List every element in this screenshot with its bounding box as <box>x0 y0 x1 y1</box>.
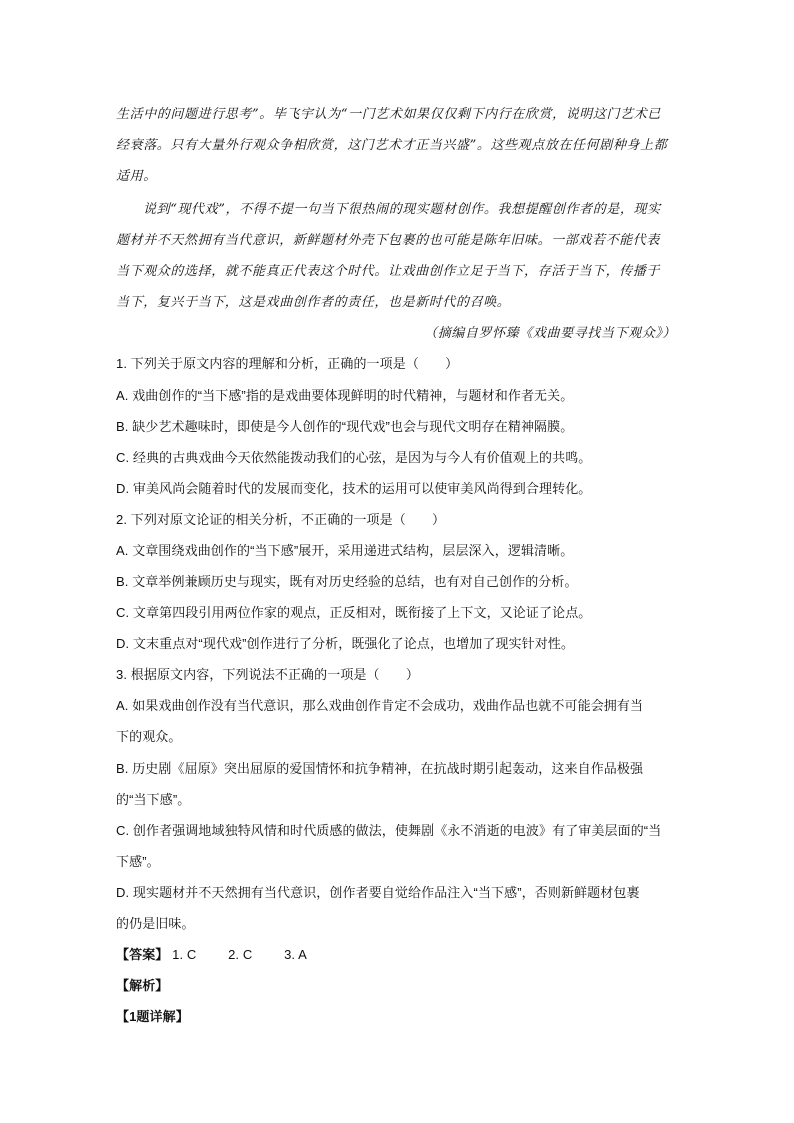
option-c: C. 创作者强调地域独特风情和时代质感的做法，使舞剧《永不消逝的电波》有了审美层面的“当 <box>116 823 662 838</box>
option-c: C. 文章第四段引用两位作家的观点，正反相对，既衔接了上下文，又论证了论点。 <box>116 605 592 620</box>
option-d: D. 现实题材并不天然拥有当代意识，创作者要自觉给作品注入“当下感”，否则新鲜题材包裹 <box>116 885 640 900</box>
option-a-cont: 下的观众。 <box>116 729 182 744</box>
article-line: 生活中的问题进行思考”。毕飞宇认为“一门艺术如果仅仅剩下内行在欣赏，说明这门艺术已 <box>116 107 661 122</box>
article-line: 经衰落。只有大量外行观众争相欣赏，这门艺术才正当兴盛”。这些观点放在任何剧种身上都 <box>116 138 668 153</box>
option-d-cont: 的仍是旧味。 <box>116 916 195 931</box>
article-line: 题材并不天然拥有当代意识，新鲜题材外壳下包裹的也可能是陈年旧味。一部戏若不能代表 <box>116 233 661 248</box>
question-stem: 2. 下列对原文论证的相关分析，不正确的一项是（ ） <box>116 512 446 527</box>
answer-item: 1. C <box>172 947 197 962</box>
article-line: 当下观众的选择，就不能真正代表这个时代。让戏曲创作立足于当下，存活于当下，传播于 <box>116 264 661 279</box>
option-b: B. 文章举例兼顾历史与现实，既有对历史经验的总结，也有对自己创作的分析。 <box>116 574 578 589</box>
answer-label: 【答案】 <box>116 947 169 962</box>
option-d: D. 文末重点对“现代戏”创作进行了分析，既强化了论点，也增加了现实针对性。 <box>116 636 575 651</box>
option-b: B. 历史剧《屈原》突出屈原的爱国情怀和抗争精神，在抗战时期引起轰动，这来自作品极强 <box>116 761 644 776</box>
answer-item: 3. A <box>284 947 307 962</box>
detail-label: 【1题详解】 <box>116 1009 189 1024</box>
option-a: A. 如果戏曲创作没有当代意识，那么戏曲创作肯定不会成功，戏曲作品也就不可能会拥有当 <box>116 698 644 713</box>
article-line: 适用。 <box>116 169 157 184</box>
answer-row <box>116 944 307 963</box>
question-stem: 1. 下列关于原文内容的理解和分析，正确的一项是（ ） <box>116 356 459 371</box>
analysis-label: 【解析】 <box>116 978 169 993</box>
article-line: 说到“现代戏”，不得不提一句当下很热闹的现实题材创作。我想提醒创作者的是，现实 <box>143 202 661 217</box>
option-b: B. 缺少艺术趣味时，即使是今人创作的“现代戏”也会与现代文明存在精神隔膜。 <box>116 419 574 434</box>
option-c-cont: 下感”。 <box>116 854 160 869</box>
question-stem: 3. 根据原文内容，下列说法不正确的一项是（ ） <box>116 667 419 682</box>
article-source: （摘编自罗怀臻《戏曲要寻找当下观众》） <box>424 326 676 341</box>
option-d: D. 审美风尚会随着时代的发展而变化，技术的运用可以使审美风尚得到合理转化。 <box>116 481 592 496</box>
article-line: 当下，复兴于当下，这是戏曲创作者的责任，也是新时代的召唤。 <box>116 295 511 310</box>
option-a: A. 戏曲创作的“当下感”指的是戏曲要体现鲜明的时代精神，与题材和作者无关。 <box>116 388 574 403</box>
option-b-cont: 的“当下感”。 <box>116 792 191 807</box>
option-a: A. 文章围绕戏曲创作的“当下感”展开，采用递进式结构，层层深入，逻辑清晰。 <box>116 543 574 558</box>
answer-item: 2. C <box>228 947 253 962</box>
option-c: C. 经典的古典戏曲今天依然能拨动我们的心弦，是因为与今人有价值观上的共鸣。 <box>116 450 592 465</box>
